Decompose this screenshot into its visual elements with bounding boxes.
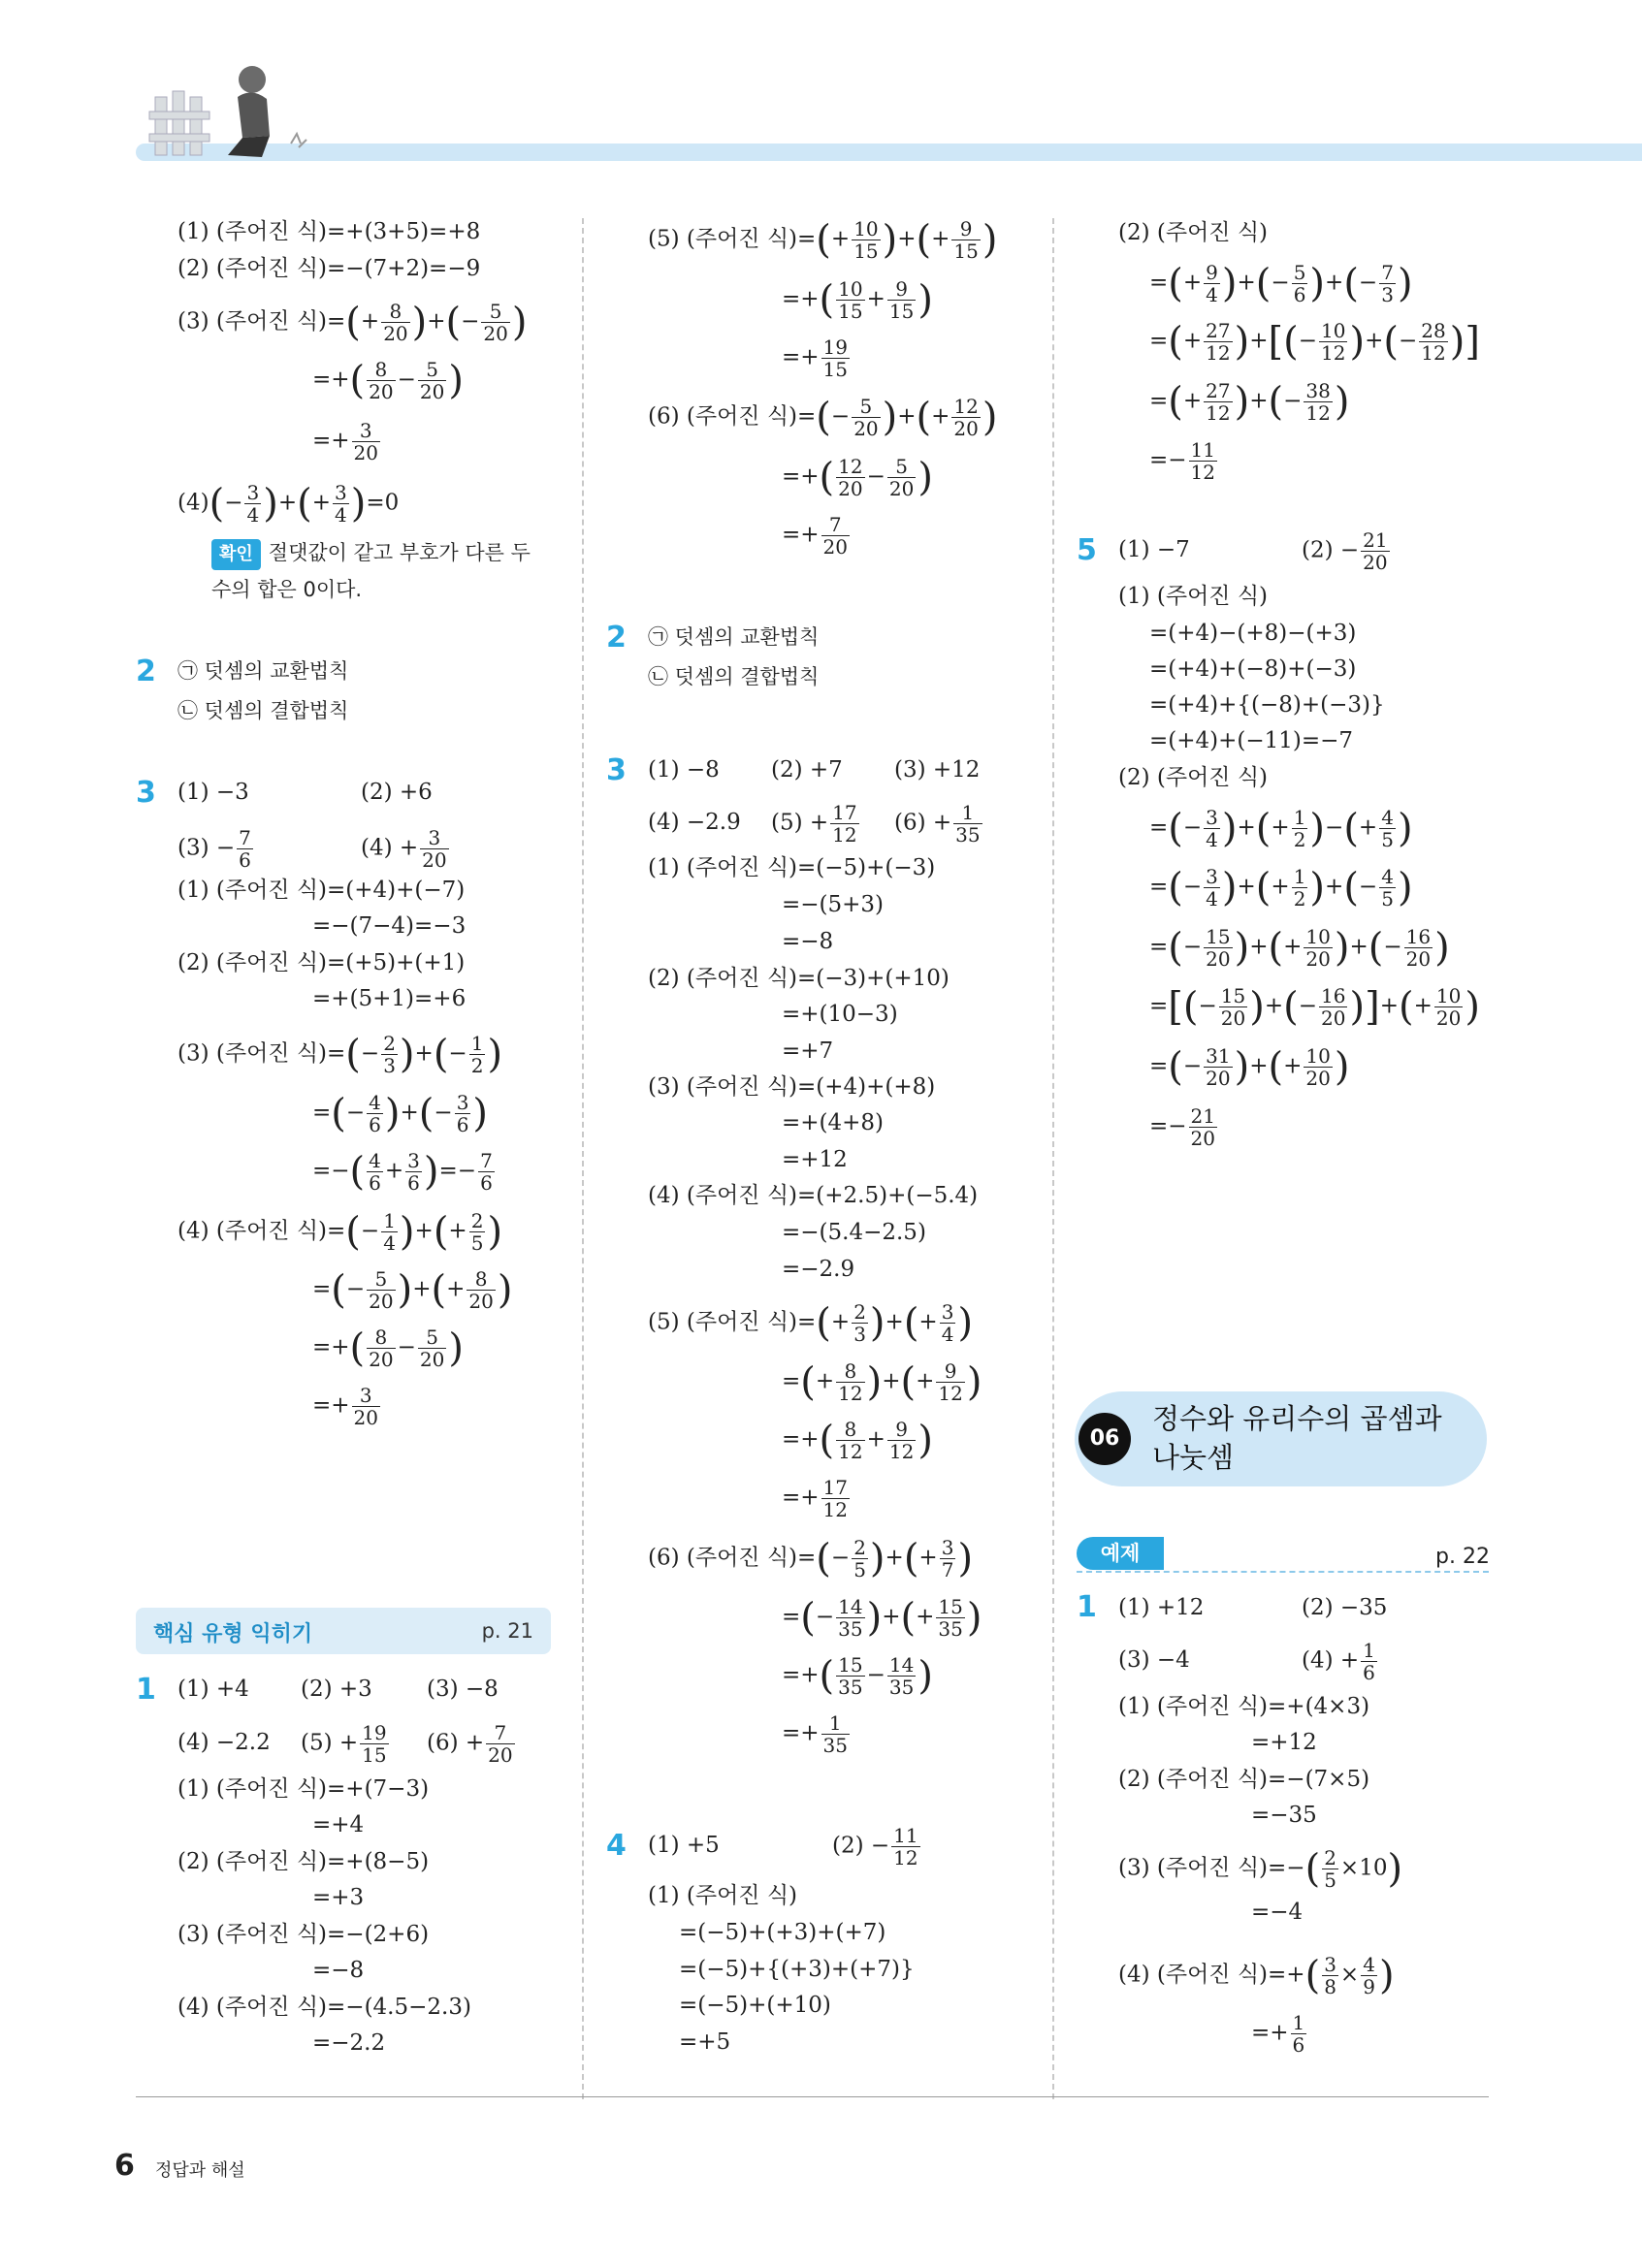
solution-line: =(−5)+(+3)+(+7) [679,1920,886,1945]
answer-item: (2) +3 [301,1677,372,1702]
answer-item: (2) +7 [771,757,843,783]
solution-line: =(+4)+{(−8)+(−3)} [1149,692,1385,718]
solution-line: =+5 [679,2029,731,2055]
answer-item: (2) −35 [1302,1595,1388,1620]
answer-item: (6) + $\frac{7}{20}$ [427,1721,513,1767]
solution-line: =−8 [312,1958,365,1983]
solution-line: =−(5.4−2.5) [782,1220,926,1245]
confirm-badge: 확인 [211,539,261,570]
answer-line: ㉠ 덧셈의 교환법칙 [648,625,820,649]
solution-line: =−2.9 [782,1257,855,1282]
solution-line: (4) (주어진 식)=+( $\frac{3}{8}$ × $\frac{4}{9}$ ) [1118,1953,1395,1998]
footer-rule [136,2096,1489,2097]
solution-line: =+ $\frac{1}{6}$ [1251,2011,1305,2057]
solution-line: =−(7−4)=−3 [312,913,467,939]
solution-line: =+12 [1251,1730,1317,1755]
solution-line: =(+ $\frac{27}{12}$ )+(− $\frac{38}{12}$ ) [1149,379,1350,425]
answer-item: (3) +12 [894,757,981,783]
solution-line: =+(4+8) [782,1110,885,1135]
solution-line: =−8 [782,929,834,954]
solution-line: (2) (주어진 식)=−(7+2)=−9 [177,256,481,281]
solution-line: (4)(− $\frac{3}{4}$ )+(+ $\frac{3}{4}$ )=0 [177,481,400,527]
solution-line: (2) (주어진 식)=(−3)+(+10) [648,966,950,991]
solution-line: =+3 [312,1885,365,1910]
question-number: 1 [136,1673,156,1707]
confirm-note: 수의 합은 0이다. [211,578,363,601]
solution-line: =− $\frac{21}{20}$ [1149,1104,1215,1150]
solution-line: (2) (주어진 식) [1118,220,1269,245]
solution-line: (4) (주어진 식)=−(4.5−2.3) [177,1995,471,2020]
solution-line: =(+4)+(−11)=−7 [1149,728,1354,753]
solution-line: (4) (주어진 식)=(− $\frac{1}{4}$ )+(+ $\frac{2}{5}$ ) [177,1209,503,1255]
solution-line: =+ $\frac{19}{15}$ [782,335,848,381]
solution-line: =(+4)−(+8)−(+3) [1149,621,1357,646]
answer-item: (1) −3 [177,780,249,805]
solution-line: =+ $\frac{17}{12}$ [782,1476,848,1521]
answer-line: ㉡ 덧셈의 결합법칙 [177,699,349,722]
solution-line: (2) (주어진 식)=(+5)+(+1) [177,950,466,975]
mascot-illustration [145,58,320,165]
lesson-header [1075,1391,1487,1486]
question-number: 2 [136,655,156,688]
answer-item: (3) −8 [427,1677,499,1702]
solution-line: =+( $\frac{8}{20}$ − $\frac{5}{20}$ ) [312,1326,464,1371]
lesson-title: 정수와 유리수의 곱셈과 나눗셈 [1152,1402,1442,1474]
solution-line: =(− $\frac{5}{20}$ )+(+ $\frac{8}{20}$ ) [312,1267,513,1313]
solution-line: =[(− $\frac{15}{20}$ )+(− $\frac{16}{20}$ )]+(+ $\frac{10}{20}$ ) [1149,984,1480,1030]
solution-line: (3) (주어진 식)=−(2+6) [177,1922,430,1947]
solution-line: =+(5+1)=+6 [312,986,467,1011]
solution-line: =(−5)+(+10) [679,1993,831,2018]
solution-line: (3) (주어진 식)=(− $\frac{2}{3}$ )+(− $\frac{1}{2}$ ) [177,1032,503,1077]
answer-item: (4) + $\frac{1}{6}$ [1302,1639,1375,1684]
solution-line: =− $\frac{11}{12}$ [1149,438,1215,484]
section-title: 핵심 유형 익히기 [153,1622,313,1646]
solution-line: (1) (주어진 식) [648,1883,798,1908]
solution-line: =−(5+3) [782,892,885,917]
question-number: 3 [606,753,627,787]
solution-line: =+ $\frac{7}{20}$ [782,513,848,559]
solution-line: =+ $\frac{3}{20}$ [312,1384,378,1429]
confirm-note: 확인 절댓값이 같고 부호가 다른 두 [211,538,531,570]
solution-line: =(− $\frac{3}{4}$ )+(+ $\frac{1}{2}$ )−(+ $\frac{4}{5}$ ) [1149,806,1413,851]
solution-line: (1) (주어진 식)=+(3+5)=+8 [177,219,481,244]
answer-item: (1) −8 [648,757,720,783]
answer-item: (3) − $\frac{7}{6}$ [177,826,251,872]
example-label: 예제 [1077,1537,1164,1570]
solution-line: =+4 [312,1812,365,1837]
answer-item: (1) +5 [648,1833,720,1858]
solution-line: =(− $\frac{3}{4}$ )+(+ $\frac{1}{2}$ )+(− $\frac{4}{5}$ ) [1149,865,1413,910]
page-number: 6 [114,2149,135,2183]
solution-line: =(− $\frac{31}{20}$ )+(+ $\frac{10}{20}$ ) [1149,1044,1350,1090]
solution-line: (1) (주어진 식)=(+4)+(−7) [177,878,466,903]
solution-line: =(− $\frac{4}{6}$ )+(− $\frac{3}{6}$ ) [312,1091,489,1136]
solution-line: =(− $\frac{15}{20}$ )+(+ $\frac{10}{20}$ )+(− $\frac{16}{20}$ ) [1149,925,1450,971]
solution-line: (3) (주어진 식)=(+4)+(+8) [648,1074,936,1100]
answer-item: (5) + $\frac{17}{12}$ [771,801,857,847]
answer-item: (2) − $\frac{21}{20}$ [1302,528,1388,574]
solution-line: (3) (주어진 식)=−( $\frac{2}{5}$ ×10) [1118,1846,1403,1892]
answer-item: (5) + $\frac{19}{15}$ [301,1721,387,1767]
answer-item: (2) +6 [361,780,433,805]
solution-line: (3) (주어진 식)=(+ $\frac{8}{20}$ )+(− $\frac{5}{20}$ ) [177,300,528,345]
solution-line: =+(10−3) [782,1002,898,1027]
solution-line: (6) (주어진 식)=(− $\frac{5}{20}$ )+(+ $\frac{12}{20}$ ) [648,395,998,440]
section-header [136,1608,551,1654]
answer-line: ㉠ 덧셈의 교환법칙 [177,659,349,683]
solution-line: (4) (주어진 식)=(+2.5)+(−5.4) [648,1183,979,1208]
answer-item: (1) +4 [177,1677,249,1702]
question-number: 1 [1077,1590,1097,1624]
solution-line: =+12 [782,1147,848,1172]
example-page: p. 22 [1435,1545,1490,1569]
header-band [136,144,1642,161]
answer-item: (6) + $\frac{1}{35}$ [894,801,981,847]
solution-line: =+ $\frac{3}{20}$ [312,419,378,464]
solution-line: (1) (주어진 식) [1118,584,1269,609]
solution-line: (5) (주어진 식)=(+ $\frac{10}{15}$ )+(+ $\frac{9}{15}$ ) [648,217,998,263]
answer-item: (2) − $\frac{11}{12}$ [832,1824,918,1869]
solution-line: =+( $\frac{10}{15}$ + $\frac{9}{15}$ ) [782,277,933,323]
column-divider [1052,218,1054,2099]
solution-line: (2) (주어진 식)=+(8−5) [177,1849,430,1874]
solution-line: (1) (주어진 식)=+(4×3) [1118,1694,1370,1719]
question-number: 4 [606,1829,627,1863]
footer-label: 정답과 해설 [155,2160,245,2181]
answer-line: ㉡ 덧셈의 결합법칙 [648,665,820,688]
answer-item: (1) +12 [1118,1595,1205,1620]
answer-item: (3) −4 [1118,1647,1190,1673]
question-number: 5 [1077,533,1097,567]
solution-line: =+7 [782,1038,834,1064]
question-number: 2 [606,621,627,655]
solution-line: (6) (주어진 식)=(− $\frac{2}{5}$ )+(+ $\frac{3}{7}$ ) [648,1536,974,1581]
solution-line: =+( $\frac{12}{20}$ − $\frac{5}{20}$ ) [782,455,933,500]
column-divider [582,218,584,2099]
solution-line: =+( $\frac{15}{35}$ − $\frac{14}{35}$ ) [782,1653,933,1699]
solution-line: (2) (주어진 식) [1118,765,1269,790]
answer-item: (4) −2.2 [177,1730,271,1755]
solution-line: (1) (주어진 식)=+(7−3) [177,1776,430,1802]
solution-line: (1) (주어진 식)=(−5)+(−3) [648,855,936,880]
solution-line: =(+ $\frac{27}{12}$ )+[(− $\frac{10}{12}$ )+(− $\frac{28}{12}$ )] [1149,319,1480,365]
solution-line: =−( $\frac{4}{6}$ + $\frac{3}{6}$ )=− $\frac{7}{6}$ [312,1149,493,1195]
solution-line: =(− $\frac{14}{35}$ )+(+ $\frac{15}{35}$ ) [782,1595,982,1641]
answer-item: (4) −2.9 [648,810,741,835]
solution-line: =+( $\frac{8}{20}$ − $\frac{5}{20}$ ) [312,358,464,403]
solution-line: (5) (주어진 식)=(+ $\frac{2}{3}$ )+(+ $\frac{3}{4}$ ) [648,1300,974,1346]
answer-item: (4) + $\frac{3}{20}$ [361,826,447,872]
solution-line: =+( $\frac{8}{12}$ + $\frac{9}{12}$ ) [782,1418,933,1463]
solution-line: =(−5)+{(+3)+(+7)} [679,1957,915,1982]
answer-item: (1) −7 [1118,537,1190,562]
solution-line: =−2.2 [312,2030,386,2056]
solution-line: =−35 [1251,1803,1317,1828]
lesson-number: 06 [1079,1413,1131,1465]
solution-line: =+ $\frac{1}{35}$ [782,1711,848,1757]
solution-line: =−4 [1251,1900,1304,1925]
solution-line: =(+4)+(−8)+(−3) [1149,656,1357,682]
solution-line: (2) (주어진 식)=−(7×5) [1118,1767,1370,1792]
solution-line: =(+ $\frac{9}{4}$ )+(− $\frac{5}{6}$ )+(− $\frac{7}{3}$ ) [1149,261,1413,306]
section-page: p. 21 [481,1619,533,1643]
solution-line: =(+ $\frac{8}{12}$ )+(+ $\frac{9}{12}$ ) [782,1359,982,1405]
question-number: 3 [136,776,156,810]
